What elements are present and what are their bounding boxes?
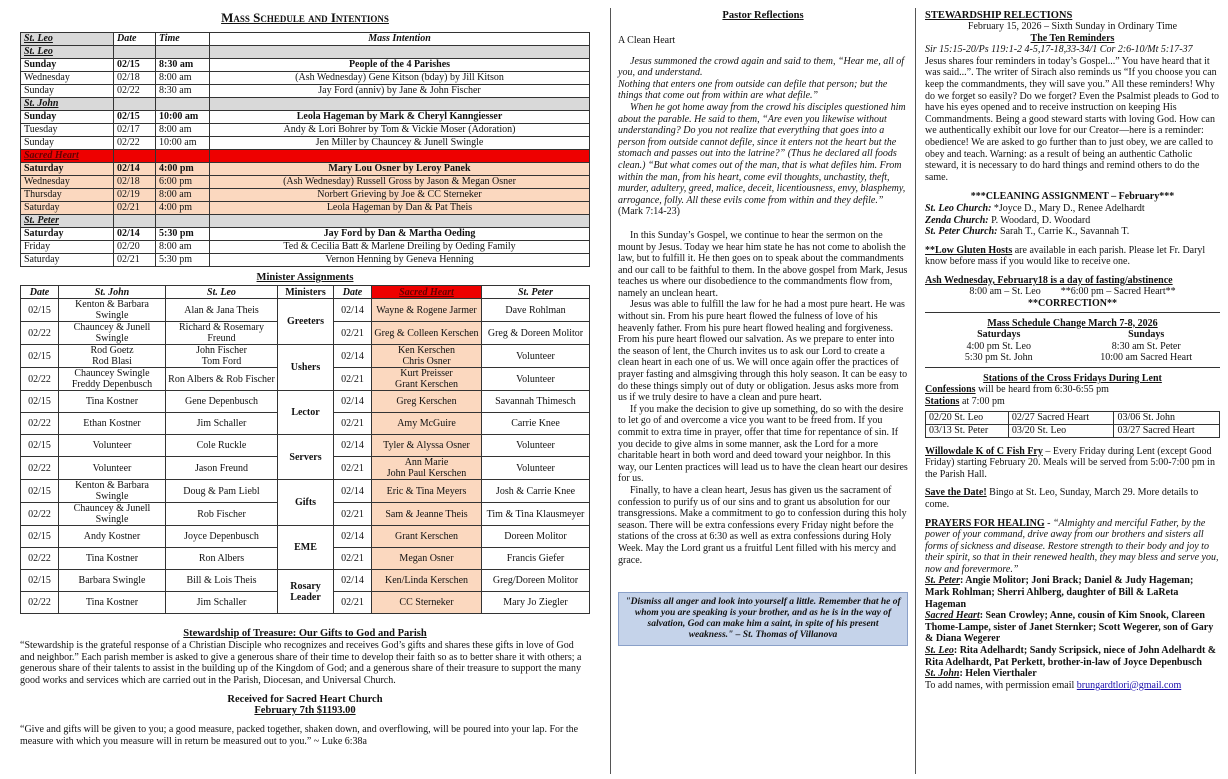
mass-row [21, 228, 590, 241]
stewardship-title: Stewardship of Treasure: Our Gifts to God and Parish [183, 628, 427, 639]
pastor-paragraph-1: In this Sunday’s Gospel, we continue to hear the sermon on the mount by Jesus. Today we hear him state he has not come to abolish the law, but to fulfill it. He then goes on to speak about the commandments and our call to be faithful to them. In the above gospel from Mark, Jesus teaches us where our disobedience to the commandments flow from, namely an unclean heart. [618, 229, 908, 299]
mass-row [21, 137, 590, 150]
minister-cell: Jason Freund [166, 457, 278, 480]
right-column [917, 0, 1228, 779]
cleaning-title: ***CLEANING ASSIGNMENT – February*** [970, 191, 1175, 203]
minister-cell: Barbara Swingle [59, 570, 166, 592]
mass-cell: Thursday [21, 189, 114, 202]
minister-cell: Volunteer [59, 457, 166, 480]
correction-label: **CORRECTION** [925, 298, 1220, 313]
gospel-italic-2: Nothing that enters one from outside can defile that person; but the things that come out from within are what defile.” [618, 78, 888, 102]
ministry-role: Gifts [278, 480, 334, 526]
minister-cell: Volunteer [482, 345, 590, 368]
minister-cell: 02/15 [21, 299, 59, 322]
gospel-italic-1: Jesus summoned the crowd again and said to them, “Hear me, all of you, and understand. [618, 55, 905, 79]
mass-cell: 02/14 [114, 163, 156, 176]
minister-cell: Ethan Kostner [59, 413, 166, 435]
mass-cell [210, 215, 590, 228]
minister-table [20, 285, 590, 614]
ministry-role: EME [278, 526, 334, 570]
stations-table [925, 411, 1220, 438]
mass-row [21, 85, 590, 98]
minister-cell: 02/15 [21, 435, 59, 457]
mass-cell: Norbert Grieving by Joe & CC Sterneker [210, 189, 590, 202]
schedule-change-table [925, 329, 1220, 364]
received-amount: February 7th $1193.00 [254, 705, 356, 717]
mass-cell [210, 46, 590, 59]
pastor-paragraph-4: Finally, to have a clean heart, Jesus has given us the sacrament of confession to purify us of our sins and to grant us absolution for our transgressions. Make a commitment to go to confession during this holy season. There will be extra confessions every Friday night before the stations of the cross at 6:30 as well as extra confessions during Holy Week. May the Lord grant us a fruitful Lent filled with his mercy and grace. [618, 484, 907, 566]
minister-cell: 02/21 [334, 457, 372, 480]
mass-cell: Sacred Heart [21, 150, 114, 163]
save-date-text: Bingo at St. Leo, Sunday, March 29. More details to come. [925, 487, 1199, 510]
cleaning-names: Sarah T., Carrie K., Savannah T. [997, 226, 1130, 238]
minister-cell: Eric & Tina Meyers [372, 480, 482, 503]
minister-cell: Kurt Preisser Grant Kerschen [372, 368, 482, 391]
minister-cell: 02/21 [334, 548, 372, 570]
ministry-role: Greeters [278, 299, 334, 345]
minister-cell: Gene Depenbusch [166, 391, 278, 413]
schedule-change-title: Mass Schedule Change March 7-8, 2026 [987, 317, 1158, 329]
pastor-subtitle: A Clean Heart [618, 35, 676, 46]
saturday-time: 4:00 pm St. Leo [966, 340, 1031, 352]
minister-cell: Ken/Linda Kerschen [372, 570, 482, 592]
minister-row [21, 435, 590, 457]
villanova-quote: "Dismiss all anger and look into yourself a little. Remember that he of whom you are speaking is your brother, and as he is in the way of salvation, God can make him a saint, in spite of his present weakness." – St. Thomas of Villanova [618, 592, 908, 646]
sundays-label: Sundays [1128, 329, 1165, 341]
mass-cell: 8:00 am [156, 189, 210, 202]
sunday-time: 10:00 am Sacred Heart [1100, 352, 1193, 364]
minister-header-cell: Date [21, 286, 59, 299]
stations-cell: 03/27 Sacred Heart [1114, 424, 1220, 437]
minister-cell: Tina Kostner [59, 592, 166, 614]
mass-cell [210, 150, 590, 163]
stewardship-reflections-title: STEWARDSHIP RELECTIONS [925, 10, 1073, 21]
minister-cell: 02/22 [21, 592, 59, 614]
add-names-text: To add names, with permission email [925, 679, 1077, 691]
mass-cell: St. Leo [21, 46, 114, 59]
minister-cell: Tina Kostner [59, 548, 166, 570]
mass-row [21, 124, 590, 137]
stewardship-reflection-body: Jesus shares four reminders in today’s Gospel...” You have heard that it was said...”. The writer of Sirach also reminds us “If you choose you can keep the commandments, they will save you.” All these reminders! Why do we forget so easily? Do we forget? Even the Psalmist pleads to God to have his eyes opened and to receive instruction on keeping His Commandments. Being a good steward starts with loving God. How can we authentically exhibit our love for our Creator—here is a reminder: obedience! We are asked to go further than to just obey, we are called to obey and teach. Warning: as a result of being an authentic Catholic steward, it is necessary to do hard things and remind others to do the same. [925, 55, 1220, 183]
minister-header-row [21, 286, 590, 299]
mass-cell: Saturday [21, 228, 114, 241]
stewardship-date: February 15, 2026 – Sixth Sunday in Ordinary Time [967, 21, 1178, 32]
minister-title: Minister Assignments [256, 272, 354, 283]
mass-header-cell: Time [156, 33, 210, 46]
fish-fry-text: – Every Friday during Lent (except Good Friday) starting February 20. Meals will be served from 5:00-7:00 pm in the Parish Hall. [925, 445, 1215, 480]
minister-header-cell: Sacred Heart [372, 286, 482, 299]
mass-cell: 02/14 [114, 228, 156, 241]
minister-cell: Rod Goetz Rod Blasi [59, 345, 166, 368]
left-column [0, 0, 610, 779]
scripture-references: Sir 15:15-20/Ps 119:1-2 4-5,17-18,33-34/1 Cor 2:6-10/Mt 5:17-37 [925, 44, 1193, 56]
fish-fry-label: Willowdale K of C Fish Fry [925, 445, 1043, 457]
minister-cell: Dave Rohlman [482, 299, 590, 322]
minister-row [21, 480, 590, 503]
minister-cell: Ken Kerschen Chris Osner [372, 345, 482, 368]
stations-title: Stations of the Cross Fridays During Lent [983, 372, 1162, 384]
minister-cell: Cole Ruckle [166, 435, 278, 457]
mass-cell [156, 150, 210, 163]
mass-cell: 02/22 [114, 137, 156, 150]
minister-cell: Doreen Molitor [482, 526, 590, 548]
mass-cell: 8:30 am [156, 85, 210, 98]
mass-cell: Andy & Lori Bohrer by Tom & Vickie Moser (Adoration) [210, 124, 590, 137]
minister-cell: Jim Schaller [166, 413, 278, 435]
minister-cell: 02/21 [334, 592, 372, 614]
stewardship-body: “Stewardship is the grateful response of a Christian Disciple who recognizes and receives God’s gifts and shares these gifts in love of God and neighbor.” Each parish member is asked to give a generous share of their time to develop their faith so as to better share it with others; a generous share of their talents to assist in the building up of the Kingdom of God; and a generous share of their treasure to support the many good works and services which are carried out in the Parish, Diocesan, and Universal Church. [20, 640, 582, 686]
mass-cell: Saturday [21, 202, 114, 215]
cleaning-label: Zenda Church: [925, 214, 989, 226]
gluten-label: **Low Gluten Hosts [925, 244, 1013, 256]
cleaning-label: St. Peter Church: [925, 226, 998, 238]
minister-cell: Tina Kostner [59, 391, 166, 413]
minister-cell: 02/22 [21, 457, 59, 480]
minister-cell: Tim & Tina Klausmeyer [482, 503, 590, 526]
received-title: Received for Sacred Heart Church [227, 694, 383, 706]
mass-row [21, 254, 590, 267]
mass-cell: Leola Hageman by Dan & Pat Theis [210, 202, 590, 215]
mass-row [21, 202, 590, 215]
mass-cell: 02/15 [114, 111, 156, 124]
parish-label: St. John [925, 668, 960, 680]
minister-cell: Wayne & Rogene Jarmer [372, 299, 482, 322]
mass-cell: St. John [21, 98, 114, 111]
minister-cell: Savannah Thimesch [482, 391, 590, 413]
mass-cell: (Ash Wednesday) Gene Kitson (bday) by Jill Kitson [210, 72, 590, 85]
minister-cell: Volunteer [59, 435, 166, 457]
pastor-paragraph-2: Jesus was able to fulfill the law for he had a most pure heart. He was without sin. From his pure heart flowed the fulness of love of his heavenly father. From his pure heart flowed healing and forgiveness. From his pure heart flowed our salvation. As we prepare to enter into the season of lent, the Church invites us to ask our Lord to create a clean heart in each one of us. We will once again offer the practices of prayer fasting and almsgiving through this holy season. It can be easy to do these things simply out of duty or obligation. Jesus asks more from us if we truly desire to have a clean and pure heart. [618, 299, 908, 404]
mass-cell [210, 98, 590, 111]
minister-cell: 02/14 [334, 299, 372, 322]
minister-row [21, 570, 590, 592]
middle-column [612, 0, 914, 779]
mass-cell [114, 215, 156, 228]
mass-cell: 4:00 pm [156, 163, 210, 176]
mass-cell: 02/21 [114, 254, 156, 267]
minister-row [21, 391, 590, 413]
mass-cell [156, 98, 210, 111]
minister-cell: 02/15 [21, 526, 59, 548]
stations-cell: 02/20 St. Leo [926, 411, 1009, 424]
minister-cell: Joyce Depenbusch [166, 526, 278, 548]
minister-cell: Volunteer [482, 368, 590, 391]
minister-cell: 02/21 [334, 368, 372, 391]
healing-names: : Helen Vierthaler [959, 668, 1037, 680]
mass-cell: Friday [21, 241, 114, 254]
minister-cell: Ron Albers & Rob Fischer [166, 368, 278, 391]
mass-cell: (Ash Wednesday) Russell Gross by Jason & Megan Osner [210, 176, 590, 189]
mass-cell [156, 215, 210, 228]
minister-cell: Josh & Carrie Knee [482, 480, 590, 503]
mass-cell: Jay Ford (anniv) by Jane & John Fischer [210, 85, 590, 98]
minister-cell: Greg Kerschen [372, 391, 482, 413]
minister-cell: Volunteer [482, 435, 590, 457]
mass-cell: 8:30 am [156, 59, 210, 72]
minister-cell: 02/22 [21, 503, 59, 526]
minister-cell: Doug & Pam Liebl [166, 480, 278, 503]
minister-cell: Chauncey & Junell Swingle [59, 322, 166, 345]
saturday-time: 5:30 pm St. John [964, 352, 1033, 364]
mass-cell: 02/21 [114, 202, 156, 215]
minister-cell: Kenton & Barbara Swingle [59, 480, 166, 503]
sunday-time: 8:30 am St. Peter [1111, 340, 1181, 352]
minister-cell: Carrie Knee [482, 413, 590, 435]
minister-cell: Sam & Jeanne Theis [372, 503, 482, 526]
cleaning-label: St. Leo Church: [925, 202, 992, 214]
mass-cell: People of the 4 Parishes [210, 59, 590, 72]
save-date-label: Save the Date! [925, 487, 987, 499]
mass-cell: 8:00 am [156, 124, 210, 137]
mass-cell: 5:30 pm [156, 254, 210, 267]
minister-cell: Francis Giefer [482, 548, 590, 570]
stations-row [926, 424, 1220, 437]
cleaning-names: *Joyce D., Mary D., Renee Adelhardt [991, 202, 1145, 214]
mass-cell: Sunday [21, 111, 114, 124]
mass-row [21, 189, 590, 202]
minister-cell: Alan & Jana Theis [166, 299, 278, 322]
ministry-role: Lector [278, 391, 334, 435]
minister-cell: 02/21 [334, 413, 372, 435]
mass-cell: Leola Hageman by Mark & Cheryl Kanngiesser [210, 111, 590, 124]
minister-cell: Rob Fischer [166, 503, 278, 526]
minister-cell: 02/22 [21, 413, 59, 435]
mass-cell: Jay Ford by Dan & Martha Oeding [210, 228, 590, 241]
mass-schedule-title: Mass Schedule and Intentions [221, 10, 389, 25]
parish-section-row [21, 46, 590, 59]
minister-cell: 02/14 [334, 435, 372, 457]
stations-label: Stations [925, 395, 960, 407]
mass-cell: Mary Lou Osner by Leroy Panek [210, 163, 590, 176]
mass-cell [156, 46, 210, 59]
parish-label: St. Leo [925, 645, 954, 657]
saturdays-label: Saturdays [977, 329, 1021, 341]
minister-row [21, 299, 590, 322]
minister-cell: Greg & Doreen Molitor [482, 322, 590, 345]
mass-row [21, 163, 590, 176]
mass-row [21, 72, 590, 85]
mass-cell: Tuesday [21, 124, 114, 137]
minister-cell: Volunteer [482, 457, 590, 480]
luke-quote: “Give and gifts will be given to you; a good measure, packed together, shaken down, and overflowing, will be poured into your lap. For the measure with which you measure will in return be measured out to you.” ~ Luke 6:38a [20, 724, 579, 747]
confessions-text: will be heard from 6:30-6:55 pm [975, 384, 1109, 396]
mass-cell: Vernon Henning by Geneva Henning [210, 254, 590, 267]
minister-cell: 02/21 [334, 322, 372, 345]
minister-cell: Megan Osner [372, 548, 482, 570]
minister-cell: Chauncey Swingle Freddy Depenbusch [59, 368, 166, 391]
mass-header-row [21, 33, 590, 46]
mass-cell: Ted & Cecilia Batt & Marlene Dreiling by Oeding Family [210, 241, 590, 254]
mass-cell: 02/18 [114, 72, 156, 85]
minister-header-cell: St. Leo [166, 286, 278, 299]
stations-cell: 03/13 St. Peter [926, 424, 1009, 437]
minister-cell: 02/22 [21, 368, 59, 391]
minister-cell: Mary Jo Ziegler [482, 592, 590, 614]
mass-cell: Sunday [21, 85, 114, 98]
mass-cell: 4:00 pm [156, 202, 210, 215]
cleaning-names: P. Woodard, D. Woodard [988, 214, 1091, 226]
mass-cell [114, 98, 156, 111]
email-link[interactable]: brungardtlori@gmail.com [1076, 679, 1182, 691]
gluten-text: are available in each parish. Please let Fr. Daryl know before mass if you would like to receive one. [925, 244, 1206, 268]
minister-cell: 02/21 [334, 503, 372, 526]
minister-cell: Greg & Colleen Kerschen [372, 322, 482, 345]
ash-wednesday-times: 8:00 am – St. Leo **6:00 pm – Sacred Heart** [969, 286, 1176, 298]
ministry-role: Rosary Leader [278, 570, 334, 614]
mass-cell: 10:00 am [156, 137, 210, 150]
mass-cell: St. Peter [21, 215, 114, 228]
minister-header-cell: St. John [59, 286, 166, 299]
minister-cell: Ann Marie John Paul Kerschen [372, 457, 482, 480]
minister-cell: 02/14 [334, 391, 372, 413]
minister-cell: 02/14 [334, 345, 372, 368]
gospel-italic-3: When he got home away from the crowd his disciples questioned him about the parable. He said to them, “Are even you likewise without understanding? Do you not realize that everything that goes into a person from outside cannot defile, since it enters not the heart but the stomach and passes out into the latrine?” (Thus he declared all foods clean.) “But what comes out of the man, that is what defiles him. From within the man, from his heart, come evil thoughts, unchastity, theft, murder, adultery, greed, malice, deceit, licentiousness, envy, blasphemy, arrogance, folly. All these evils come from within and they defile.” [618, 101, 906, 206]
stations-text: at 7:00 pm [959, 395, 1005, 407]
mass-cell: Wednesday [21, 176, 114, 189]
mass-cell: Saturday [21, 254, 114, 267]
healing-names: : Rita Adelhardt; Sandy Scripsick, niece of John Adelhardt & Rita Adelhardt, Pat Perkett, brother-in-law of Joyce Depenbusch [925, 645, 1217, 668]
healing-names: : Sean Crowley; Anne, cousin of Kim Snook, Clareen Thome-Lampe, sister of Janet Sternker; Scott Wegerer, son of Gary & Diana Wegerer [925, 610, 1214, 645]
minister-cell: 02/14 [334, 480, 372, 503]
minister-cell: CC Sterneker [372, 592, 482, 614]
mass-cell: 02/19 [114, 189, 156, 202]
ten-reminders-title: The Ten Reminders [1030, 32, 1115, 44]
mass-cell: 02/18 [114, 176, 156, 189]
mass-header-cell: Mass Intention [210, 33, 590, 46]
ash-wednesday-title: Ash Wednesday, February18 is a day of fasting/abstinence [925, 274, 1173, 286]
mass-cell: 02/15 [114, 59, 156, 72]
ministry-role: Servers [278, 435, 334, 480]
mass-schedule-table [20, 32, 590, 267]
prayers-text: - “Almighty and merciful Father, by the power of your command, drive away from our brothers and sisters all forms of sickness and disease. Restore strength to their body and joy to their spirit, so that in their renewed health, they may bless and serve you, now and forevermore.” [925, 517, 1219, 575]
mass-cell: 10:00 am [156, 111, 210, 124]
minister-cell: Richard & Rosemary Freund [166, 322, 278, 345]
minister-cell: 02/15 [21, 570, 59, 592]
parish-label: Sacred Heart [925, 610, 980, 622]
parish-section-row [21, 215, 590, 228]
mass-cell: Saturday [21, 163, 114, 176]
minister-row [21, 526, 590, 548]
stations-cell: 03/20 St. Leo [1008, 424, 1114, 437]
confessions-label: Confessions [925, 384, 976, 396]
minister-cell: Ron Albers [166, 548, 278, 570]
stations-row [926, 411, 1220, 424]
stations-cell: 03/06 St. John [1114, 411, 1220, 424]
minister-cell: Amy McGuire [372, 413, 482, 435]
minister-cell: 02/22 [21, 322, 59, 345]
mass-cell: 02/22 [114, 85, 156, 98]
mass-cell [114, 150, 156, 163]
minister-row [21, 345, 590, 368]
pastor-paragraph-3: If you make the decision to give up something, do so with the desire to let go of and overcome a vice you want to be freed from. If you commit to extra time in prayer, offer that time for repentance of sin. If you decide to give alms in some manner, ask the Lord for a more charitable heart in both word and deed toward your neighbor. In this way, our Lenten practices will lead us to have the clean heart our desires for us. [618, 403, 908, 485]
mass-cell: 5:30 pm [156, 228, 210, 241]
minister-header-cell: St. Peter [482, 286, 590, 299]
mass-cell: 8:00 am [156, 241, 210, 254]
minister-cell: John Fischer Tom Ford [166, 345, 278, 368]
healing-names: : Angie Molitor; Joni Brack; Daniel & Judy Hageman; Mark Rohlman; Sherri Ahlberg, daughter of Bill & LaReta Hageman [925, 575, 1194, 610]
minister-cell: 02/15 [21, 480, 59, 503]
gospel-reference: (Mark 7:14-23) [618, 206, 680, 218]
mass-cell: 02/20 [114, 241, 156, 254]
mass-row [21, 59, 590, 72]
mass-header-cell: St. Leo [21, 33, 114, 46]
minister-cell: Grant Kerschen [372, 526, 482, 548]
parish-section-row [21, 150, 590, 163]
prayers-label: PRAYERS FOR HEALING [925, 517, 1045, 529]
minister-cell: Bill & Lois Theis [166, 570, 278, 592]
mass-row [21, 241, 590, 254]
minister-cell: Kenton & Barbara Swingle [59, 299, 166, 322]
minister-cell: 02/14 [334, 570, 372, 592]
stations-cell: 02/27 Sacred Heart [1008, 411, 1114, 424]
mass-cell: Jen Miller by Chauncey & Junell Swingle [210, 137, 590, 150]
minister-cell: Chauncey & Junell Swingle [59, 503, 166, 526]
mass-row [21, 111, 590, 124]
minister-cell: 02/22 [21, 548, 59, 570]
ministry-role: Ushers [278, 345, 334, 391]
minister-cell: Jim Schaller [166, 592, 278, 614]
mass-header-cell: Date [114, 33, 156, 46]
mass-cell: 6:00 pm [156, 176, 210, 189]
minister-header-cell: Date [334, 286, 372, 299]
mass-cell: Wednesday [21, 72, 114, 85]
minister-header-cell: Ministers [278, 286, 334, 299]
mass-cell: 8:00 am [156, 72, 210, 85]
parish-label: St. Peter [925, 575, 960, 587]
minister-cell: 02/15 [21, 345, 59, 368]
mass-row [21, 176, 590, 189]
minister-cell: Greg/Doreen Molitor [482, 570, 590, 592]
minister-cell: 02/15 [21, 391, 59, 413]
minister-cell: 02/14 [334, 526, 372, 548]
parish-section-row [21, 98, 590, 111]
minister-cell: Andy Kostner [59, 526, 166, 548]
mass-cell: Sunday [21, 59, 114, 72]
mass-cell [114, 46, 156, 59]
mass-cell: 02/17 [114, 124, 156, 137]
pastor-title: Pastor Reflections [722, 10, 804, 21]
minister-cell: Tyler & Alyssa Osner [372, 435, 482, 457]
mass-cell: Sunday [21, 137, 114, 150]
